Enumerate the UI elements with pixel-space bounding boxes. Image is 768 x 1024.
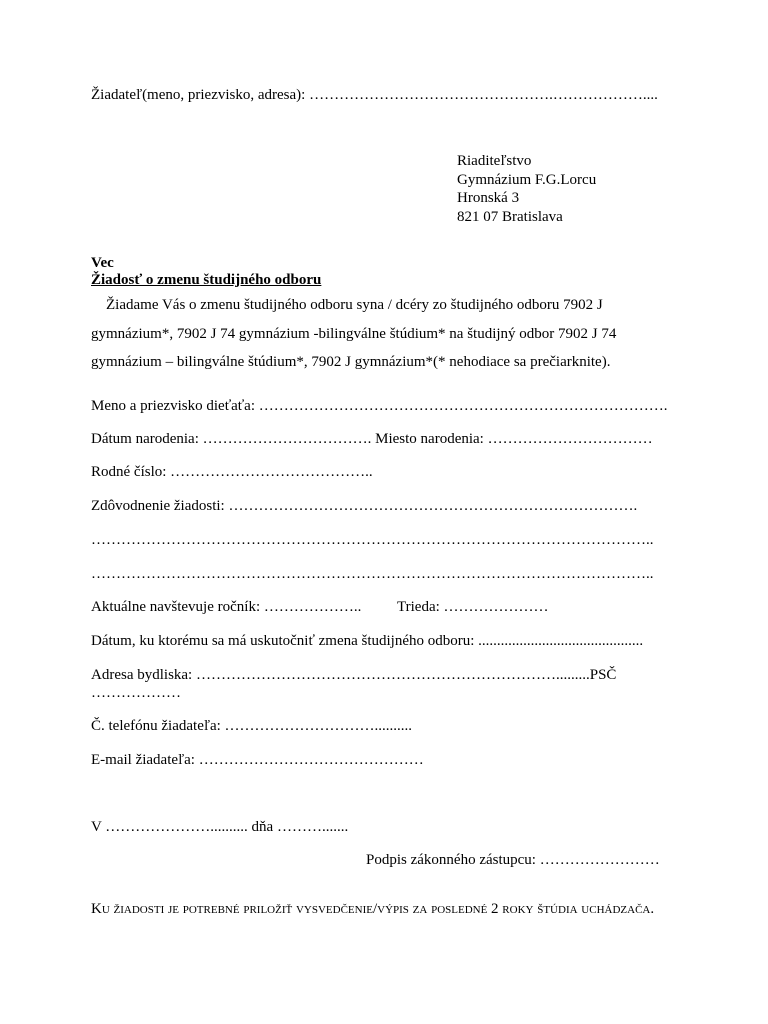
change-date-field: Dátum, ku ktorému sa má uskutočniť zmena študijného odboru: ............................................ [91, 633, 644, 649]
applicant-line: Žiadateľ(meno, priezvisko, adresa): ………………………………………….……………….... [91, 87, 658, 103]
place-date-line: V ………………….......... dňa ………....... [91, 819, 349, 835]
recipient-line-2: Gymnázium F.G.Lorcu [457, 171, 597, 188]
dotted-line: ………………………………………………………………………………………………….. [91, 532, 654, 548]
justification-field: Zdôvodnenie žiadosti: ………………………………………………………………………. [91, 498, 638, 514]
recipient-address [457, 152, 596, 226]
class-field: Trieda: ………………… [397, 599, 549, 615]
phone-field: Č. telefónu žiadateľa: ………………………….......... [91, 718, 413, 734]
address-postcode-line: ……………… [91, 685, 181, 701]
request-paragraph [91, 296, 681, 382]
recipient-line-1: Riaditeľstvo [457, 153, 532, 169]
subject-title: Žiadosť o zmenu študijného odboru [91, 272, 322, 288]
email-field: E-mail žiadateľa: ……………………………………… [91, 752, 424, 768]
birth-number-field: Rodné číslo: ………………………………….. [91, 464, 373, 480]
paragraph-line-2: gymnázium*, 7902 J 74 gymnázium -bilingválne štúdium* na študijný odbor 7902 J 74 [91, 325, 617, 342]
grade-field: Aktuálne navštevuje ročník: ……………….. [91, 599, 362, 615]
paragraph-line-3: gymnázium – bilingválne štúdium*, 7902 J gymnázium*(* nehodiace sa prečiarknite). [91, 354, 611, 370]
paragraph-line-1: Žiadame Vás o zmenu študijného odboru syna / dcéry zo študijného odboru 7902 J [91, 297, 603, 313]
birth-date-field: Dátum narodenia: ……………………………. Miesto narodenia: …………………………… [91, 431, 653, 447]
subject-label: Vec [91, 255, 114, 271]
signature-line: Podpis zákonného zástupcu: …………………… [366, 852, 660, 868]
dotted-line: ………………………………………………………………………………………………….. [91, 566, 654, 582]
address-field: Adresa bydliska: ……………………………………………………………….........PSČ [91, 667, 617, 683]
recipient-line-4: 821 07 Bratislava [457, 208, 563, 225]
recipient-line-3: Hronská 3 [457, 190, 520, 206]
child-name-field: Meno a priezvisko dieťaťa: ………………………………………………………………………. [91, 398, 668, 414]
attachment-note: Ku žiadosti je potrebné priložiť vysvedčenie/výpis za posledné 2 roky štúdia uchádzača. [91, 901, 655, 917]
